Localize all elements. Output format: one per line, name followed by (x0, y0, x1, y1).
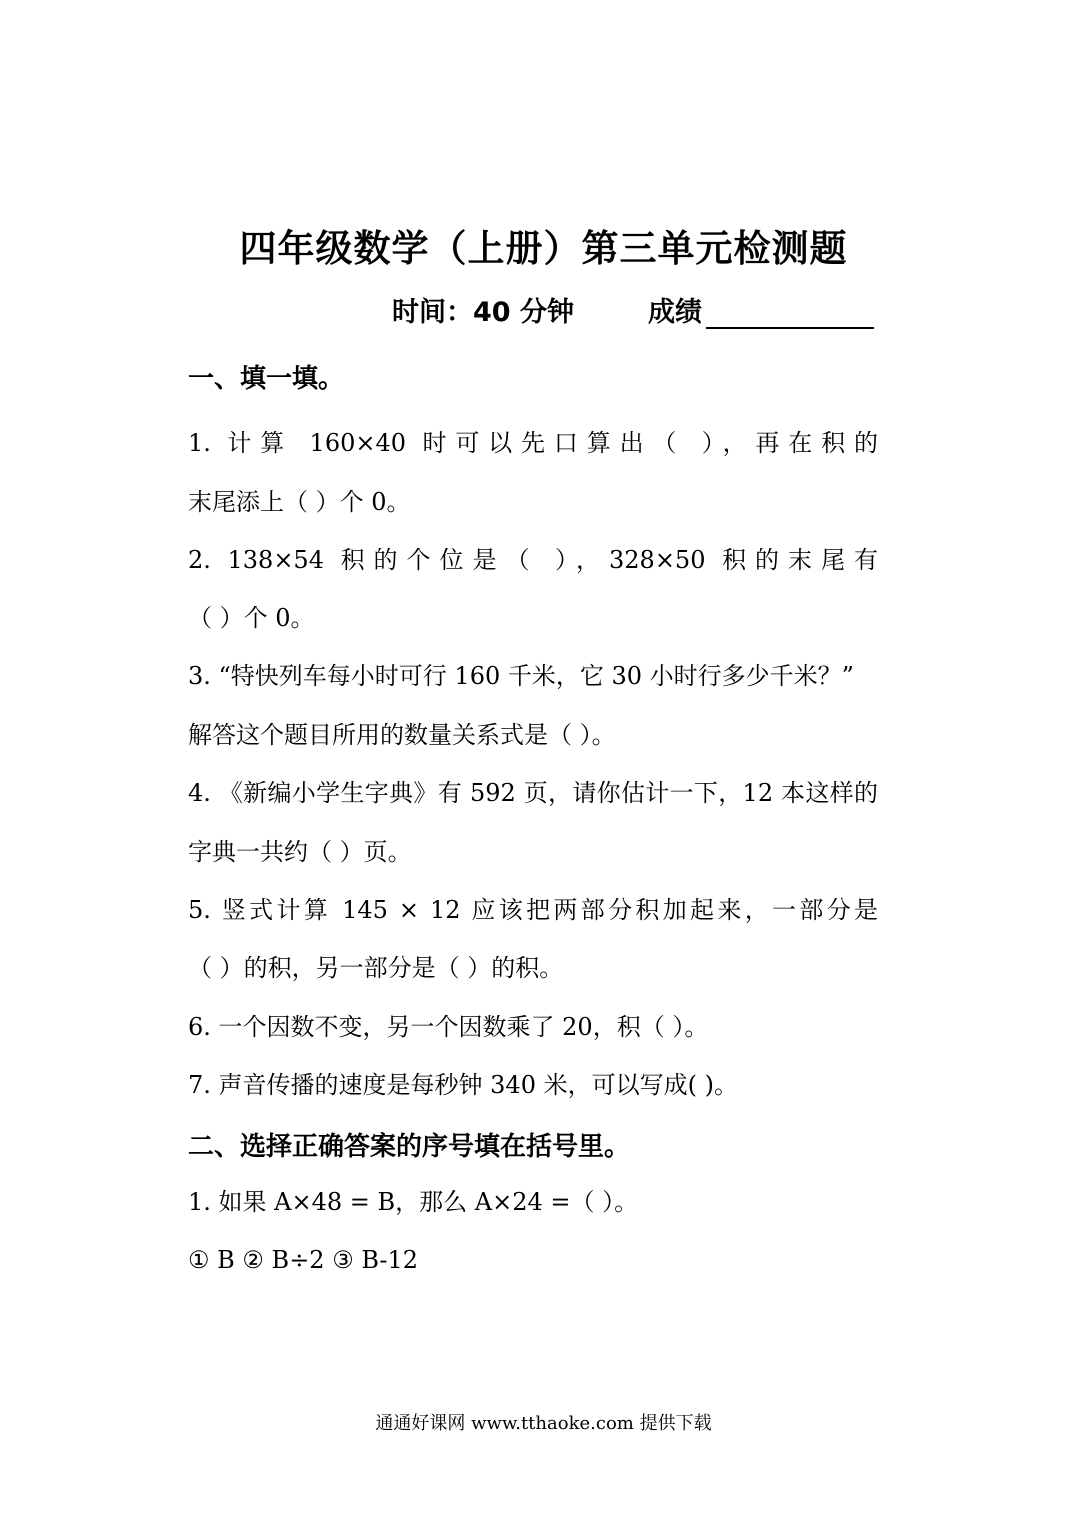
question-line: 4. 《新编小学生字典》有 592 页，请你估计一下，12 本这样的 (188, 779, 878, 807)
question-line: 解答这个题目所用的数量关系式是（ ）。 (188, 721, 616, 749)
score-label: 成绩 (648, 297, 702, 328)
time-label: 时间：40 分钟 (392, 297, 574, 328)
section-1-heading: 一、填一填。 (188, 364, 345, 394)
question-line: （ ）的积，另一部分是（ ）的积。 (188, 954, 564, 982)
question-line: 7. 声音传播的速度是每秒钟 340 米，可以写成( )。 (188, 1071, 738, 1099)
question-line: 2. 138×54 积的个位是（ ），328×50 积的末尾有 (188, 546, 878, 574)
question-line: 3. “特快列车每小时可行 160 千米，它 30 小时行多少千米？” (188, 662, 854, 690)
question-line: 6. 一个因数不变，另一个因数乘了 20，积（ ）。 (188, 1013, 709, 1041)
section-2-heading: 二、选择正确答案的序号填在括号里。 (188, 1132, 631, 1162)
answer-options: ① B ② B÷2 ③ B-12 (188, 1246, 419, 1274)
question-line: 1. 如果 A×48 = B，那么 A×24 =（ ）。 (188, 1188, 639, 1216)
question-line: 字典一共约（ ）页。 (188, 838, 412, 866)
footer-text: 通通好课网 www.tthaoke.com 提供下载 (375, 1413, 712, 1434)
question-line: 5. 竖式计算 145 × 12 应该把两部分积加起来，一部分是 (188, 896, 878, 924)
page-title: 四年级数学（上册）第三单元检测题 (239, 227, 848, 270)
question-line: 末尾添上（ ）个 0。 (188, 488, 411, 516)
question-line: 1. 计算 160×40 时可以先口算出（ ），再在积的 (188, 429, 878, 457)
question-line: （ ）个 0。 (188, 604, 315, 632)
score-blank-line (706, 327, 874, 329)
